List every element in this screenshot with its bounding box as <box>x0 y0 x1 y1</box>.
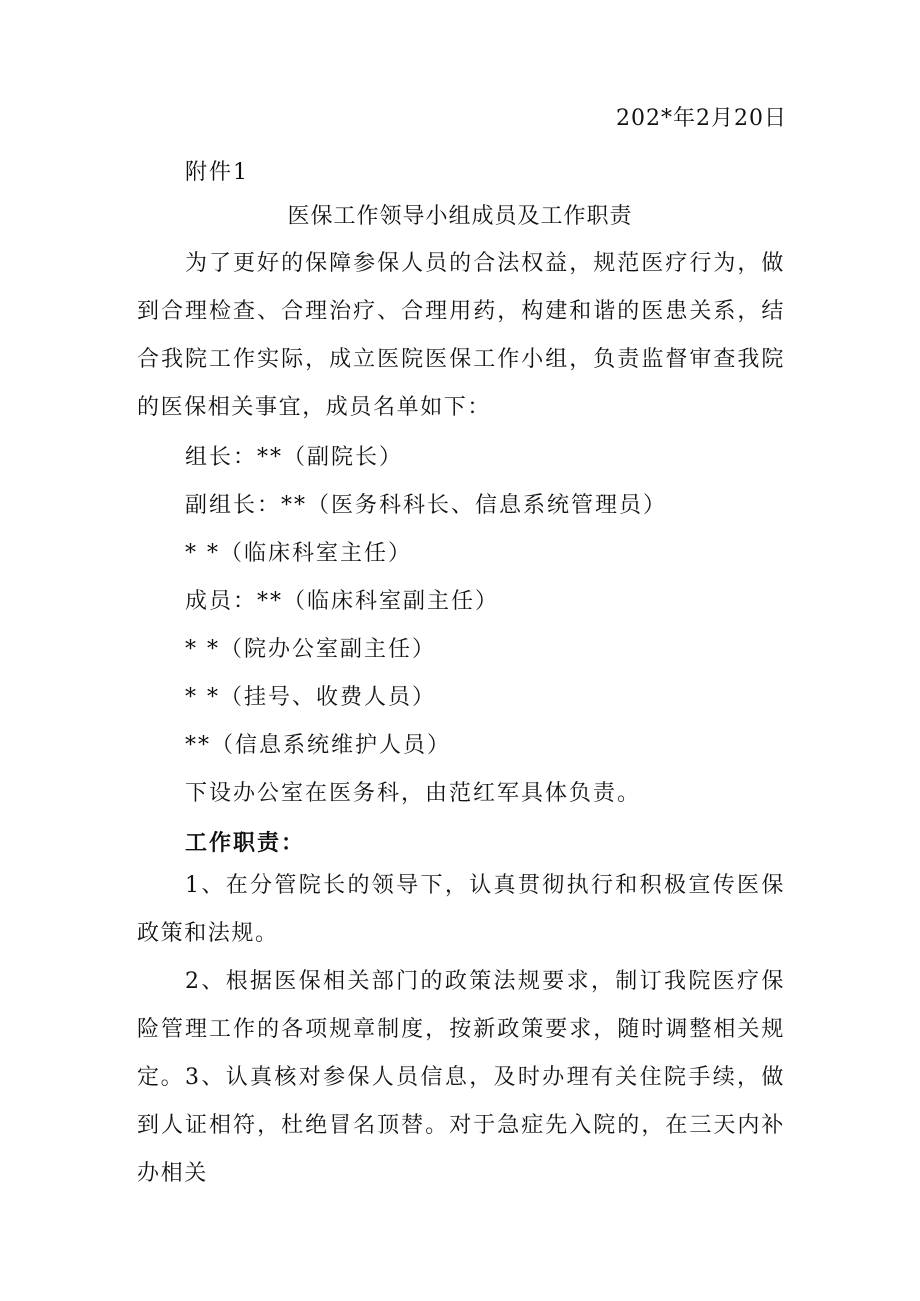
member-it-maintenance: **（信息系统维护人员） <box>185 733 452 758</box>
member-clinical-director: * *（临床科室主任） <box>185 541 412 566</box>
member-office-deputy: * *（院办公室副主任） <box>185 637 436 662</box>
member-clinical-deputy: 成员：**（临床科室副主任） <box>185 589 500 614</box>
member-deputy-leader: 副组长：**（医务科科长、信息系统管理员） <box>185 493 668 518</box>
intro-paragraph: 为了更好的保障参保人员的合法权益，规范医疗行为，做到合理检查、合理治疗、合理用药，构建和谐的医患关系，结合我院工作实际，成立医院医保工作小组，负责监督审查我院的医保相关事宜，成员名单如下： <box>137 251 785 420</box>
duty-item-3: 3、认真核对参保人员信息，及时办理有关住院手续，做到人证相符，杜绝冒名顶替。对于急症先入院的，在三天内补办相关 <box>137 1065 785 1186</box>
document-date: 202*年2月20日 <box>616 106 787 131</box>
document-title: 医保工作领导小组成员及工作职责 <box>287 204 633 229</box>
duty-item-2: 2、根据医保相关部门的政策法规要求，制订我院医疗保险管理工作的各项规章制度，按新政策要求，随时调整相关规定。 <box>137 969 785 1090</box>
member-registration-staff: * *（挂号、收费人员） <box>185 685 436 710</box>
duty-item-1: 1、在分管院长的领导下，认真贯彻执行和积极宣传医保政策和法规。 <box>137 873 785 946</box>
member-leader: 组长：**（副院长） <box>185 445 404 470</box>
office-note: 下设办公室在医务科，由范红军具体负责。 <box>185 781 642 806</box>
annex-label: 附件1 <box>185 160 249 185</box>
duties-heading: 工作职责： <box>185 830 306 856</box>
